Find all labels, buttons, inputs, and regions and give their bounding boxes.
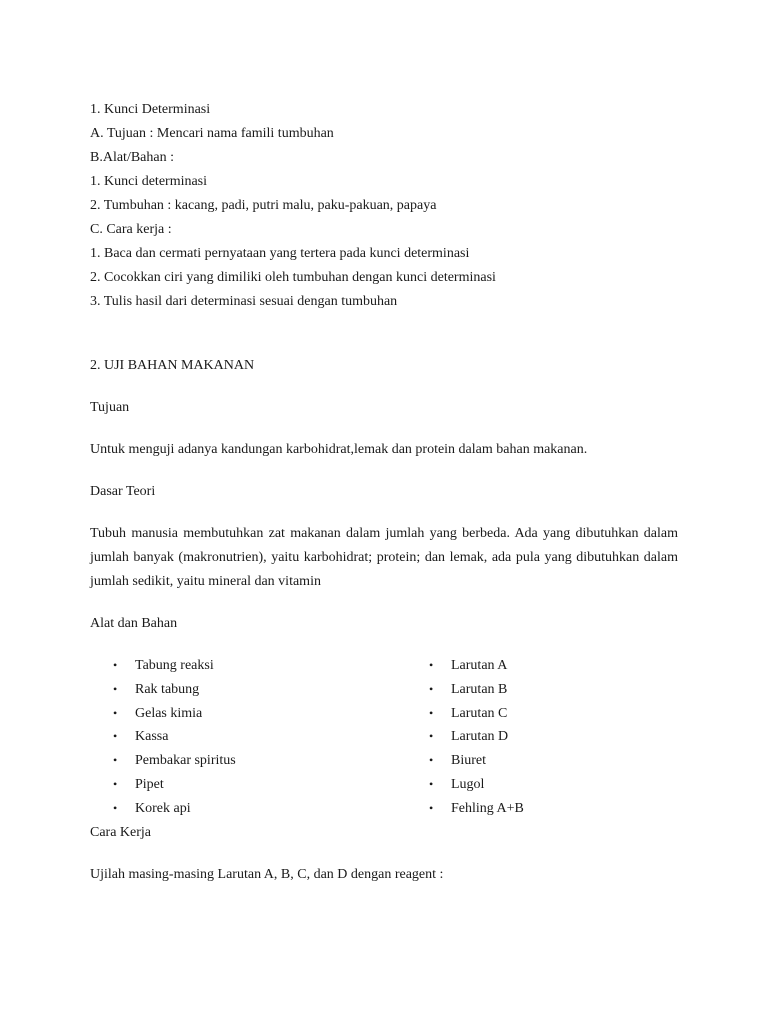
list-item: • Gelas kimia (90, 702, 406, 726)
bullet-icon: • (429, 729, 434, 744)
tujuan-heading: Tujuan (90, 400, 130, 415)
bullet-icon: • (113, 681, 118, 696)
dasar-teori-paragraph: Tubuh manusia membutuhkan zat makanan dalam jumlah yang berbeda. Ada yang dibutuhkan dalam jumlah banyak (makronutrien), yaitu karbohidrat; protein; dan lemak, ada pula yang dibutuhkan dalam jumlah sedikit, yaitu mineral dan vitamin (90, 526, 678, 589)
list-item: • Larutan D (406, 725, 678, 749)
list-item: • Pipet (90, 773, 406, 797)
cara-kerja-text: Ujilah masing-masing Larutan A, B, C, dan D dengan reagent : (90, 866, 444, 882)
bullet-icon: • (113, 800, 118, 815)
section1-line-alat-2: 2. Tumbuhan : kacang, padi, putri malu, paku-pakuan, papaya (90, 198, 437, 213)
section-gap (90, 314, 678, 354)
bahan-list (406, 654, 678, 821)
list-item: • Kassa (90, 725, 406, 749)
cara-kerja-heading: Cara Kerja (90, 824, 152, 840)
alat-list (90, 654, 406, 821)
section1-line-alat-heading: B.Alat/Bahan : (90, 150, 174, 165)
list-item: • Pembakar spiritus (90, 749, 406, 773)
alat-bahan-heading: Alat dan Bahan (90, 616, 178, 631)
section1-line-cara-heading: C. Cara kerja : (90, 222, 172, 237)
section1-title: 1. Kunci Determinasi (90, 102, 211, 117)
bullet-icon: • (429, 658, 434, 672)
bullet-icon: • (113, 705, 118, 720)
section1-line-tujuan: A. Tujuan : Mencari nama famili tumbuhan (90, 126, 334, 141)
list-item: • Rak tabung (90, 678, 406, 702)
bullet-icon: • (113, 658, 118, 672)
alat-bahan-lists (90, 654, 678, 821)
section2-title: 2. UJI BAHAN MAKANAN (90, 358, 255, 373)
dasar-teori-heading: Dasar Teori (90, 484, 156, 499)
bullet-icon: • (113, 729, 118, 744)
list-item: • Fehling A+B (406, 797, 678, 821)
bullet-icon: • (429, 705, 434, 720)
list-item: • Tabung reaksi (90, 654, 406, 678)
document-page (90, 98, 678, 887)
list-item: • Larutan C (406, 702, 678, 726)
bullet-icon: • (429, 681, 434, 696)
tujuan-text: Untuk menguji adanya kandungan karbohidrat,lemak dan protein dalam bahan makanan. (90, 442, 588, 457)
bullet-icon: • (429, 776, 434, 791)
list-item: • Korek api (90, 797, 406, 821)
bullet-icon: • (113, 776, 118, 791)
bullet-icon: • (429, 800, 434, 815)
section1-line-alat-1: 1. Kunci determinasi (90, 174, 208, 189)
section1-line-cara-2: 2. Cocokkan ciri yang dimiliki oleh tumbuhan dengan kunci determinasi (90, 270, 496, 285)
section1-line-cara-3: 3. Tulis hasil dari determinasi sesuai dengan tumbuhan (90, 294, 398, 309)
bullet-icon: • (429, 753, 434, 768)
list-item: • Biuret (406, 749, 678, 773)
list-item: • Larutan A (406, 654, 678, 678)
list-item: • Larutan B (406, 678, 678, 702)
list-item: • Lugol (406, 773, 678, 797)
section1-line-cara-1: 1. Baca dan cermati pernyataan yang tertera pada kunci determinasi (90, 246, 470, 261)
bullet-icon: • (113, 753, 118, 768)
